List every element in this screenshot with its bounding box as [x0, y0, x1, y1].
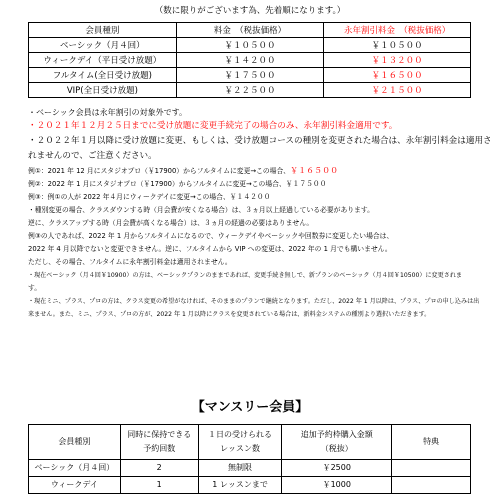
note-after-january-cont: れませんので、ご注意ください。 [28, 151, 157, 161]
price-cell: ￥１０５００ [176, 38, 324, 53]
lifetime-price-cell: ￥２１５００ [324, 83, 471, 98]
note-after-january: ・２０２２年１月以降に受け放題に変更、もしくは、受け放題コースの種別を変更された場合は、永年割引料金は適用さ [28, 136, 492, 146]
table-row [29, 68, 471, 83]
header-text: 会員種別 [58, 437, 91, 446]
header-member-type: 会員種別 [29, 23, 177, 38]
note-basic-migration: ・現在ベーシック（月４回￥10900）の方は、ベーシックプランのままであれば、変更手続き無しで、新プランのベーシック（月４回￥10500）に変更されま [28, 272, 463, 279]
table-row [29, 38, 471, 53]
header-benefits [392, 425, 471, 460]
note-class-change-2: 逆に、クラスアップする時（月会費が高くなる場合）は、３ヵ月の経過の必要はありません。 [28, 219, 314, 227]
note-basic-migration-cont: す。 [28, 284, 42, 292]
header-member-type [29, 425, 121, 460]
table-header-row [29, 425, 471, 460]
header-reservations [120, 425, 198, 460]
header-text: 同時に保持できる [127, 430, 192, 439]
reservations-cell: 2 [120, 460, 198, 477]
reservations-cell: 1 [120, 477, 198, 494]
price-cell: ￥1000 [282, 477, 392, 494]
price-cell: ￥2500 [282, 460, 392, 477]
table-row [29, 477, 471, 494]
header-extra-slot-price [282, 425, 392, 460]
lifetime-price-cell: ￥１０５００ [324, 38, 471, 53]
monthly-members-title: 【マンスリー会員】 [191, 400, 309, 415]
table-row [29, 83, 471, 98]
example-2: 例②：2022 年 1 月にスタジオプロ（￥17900）からフルタイムに変更→この場合、￥１７５００ [28, 180, 327, 188]
header-price: 料金 （税抜価格） [176, 23, 324, 38]
header-lifetime-price: 永年割引料金 （税抜価格） [324, 23, 471, 38]
header-text: 予約回数 [143, 444, 176, 453]
note-class-change-4: 2022 年 4 月以降でないと変更できません。逆に、フルタイムから VIP への変更は、2022 年の 1 月でも構いません。 [28, 245, 392, 253]
table-header-row [29, 23, 471, 38]
header-text: 特典 [423, 437, 440, 446]
header-text: レッスン数 [220, 444, 260, 453]
note-deadline: ・２０２１年１２月２５日までに受け放題に変更手続完了の場合のみ、永年割引料金適用です。 [28, 121, 398, 131]
example-1-text: 例①：2021 年 12 月にスタジオプロ（￥17900）からフルタイムに変更→この場合、 [28, 167, 291, 175]
table-row [29, 460, 471, 477]
lessons-cell: 1 レッスンまで [198, 477, 282, 494]
header-text: 追加予約枠購入金額 [300, 430, 373, 439]
price-cell: ￥２２５００ [176, 83, 324, 98]
benefit-cell [392, 460, 471, 477]
example-1 [28, 164, 493, 178]
pricing-table [28, 22, 471, 98]
note-class-change-1: ・種別変更の場合、クラスダウンする時（月会費が安くなる場合）は、３ヵ月以上経過している必要があります。 [28, 206, 374, 214]
member-type-cell: フルタイム(全日受け放題) [29, 68, 177, 83]
note-class-change-5: ただし、その場合、フルタイムに永年割引料金は適用されません。 [28, 258, 232, 266]
member-type-cell: ウィークデイ（平日受け放題） [29, 53, 177, 68]
benefit-cell [392, 477, 471, 494]
table-row [29, 53, 471, 68]
member-type-cell: ベーシック（月４回） [29, 460, 121, 477]
price-cell: ￥１４２００ [176, 53, 324, 68]
note-basic-excluded: ・ベーシック会員は永年割引の対象外です。 [28, 108, 188, 117]
note-legacy-plans-1: ・現在ミニ、プラス、プロの方は、クラス変更の希望がなければ、そのままのプランで継続となります。ただし、2022 年 1 月以降は、プラス、プロの申し込みは出 [28, 298, 480, 305]
lifetime-price-cell: ￥１６５００ [324, 68, 471, 83]
header-text: １日の受けられる [208, 430, 273, 439]
member-type-cell: VIP(全日受け放題) [29, 83, 177, 98]
note-class-change-3: 例③の人であれば、2022 年 1 月からフルタイムになるので、ウィークデイやベーシックや回数券に変更したい場合は、 [28, 232, 394, 240]
example-1-value: ￥１６５００ [290, 166, 339, 175]
lessons-cell: 無制限 [198, 460, 282, 477]
top-note: （数に限りがございます為、先着順になります。） [154, 6, 346, 16]
example-3: 例③：例①の人が 2022 年４月にウィークデイに変更→この場合、￥１４２００ [28, 193, 271, 201]
notes-section [28, 106, 493, 321]
member-type-cell: ウィークデイ [29, 477, 121, 494]
header-lessons-per-day [198, 425, 282, 460]
monthly-table [28, 424, 471, 494]
lifetime-price-cell: ￥１３２００ [324, 53, 471, 68]
header-text: （税抜） [320, 444, 353, 453]
price-cell: ￥１７５００ [176, 68, 324, 83]
member-type-cell: ベーシック（月４回） [29, 38, 177, 53]
note-legacy-plans-2: 来ません。また、ミニ、プラス、プロの方が、2022 年 1 月以降にクラスを変更されている場合は、新料金システムの種別より選択いただきます。 [28, 311, 431, 318]
